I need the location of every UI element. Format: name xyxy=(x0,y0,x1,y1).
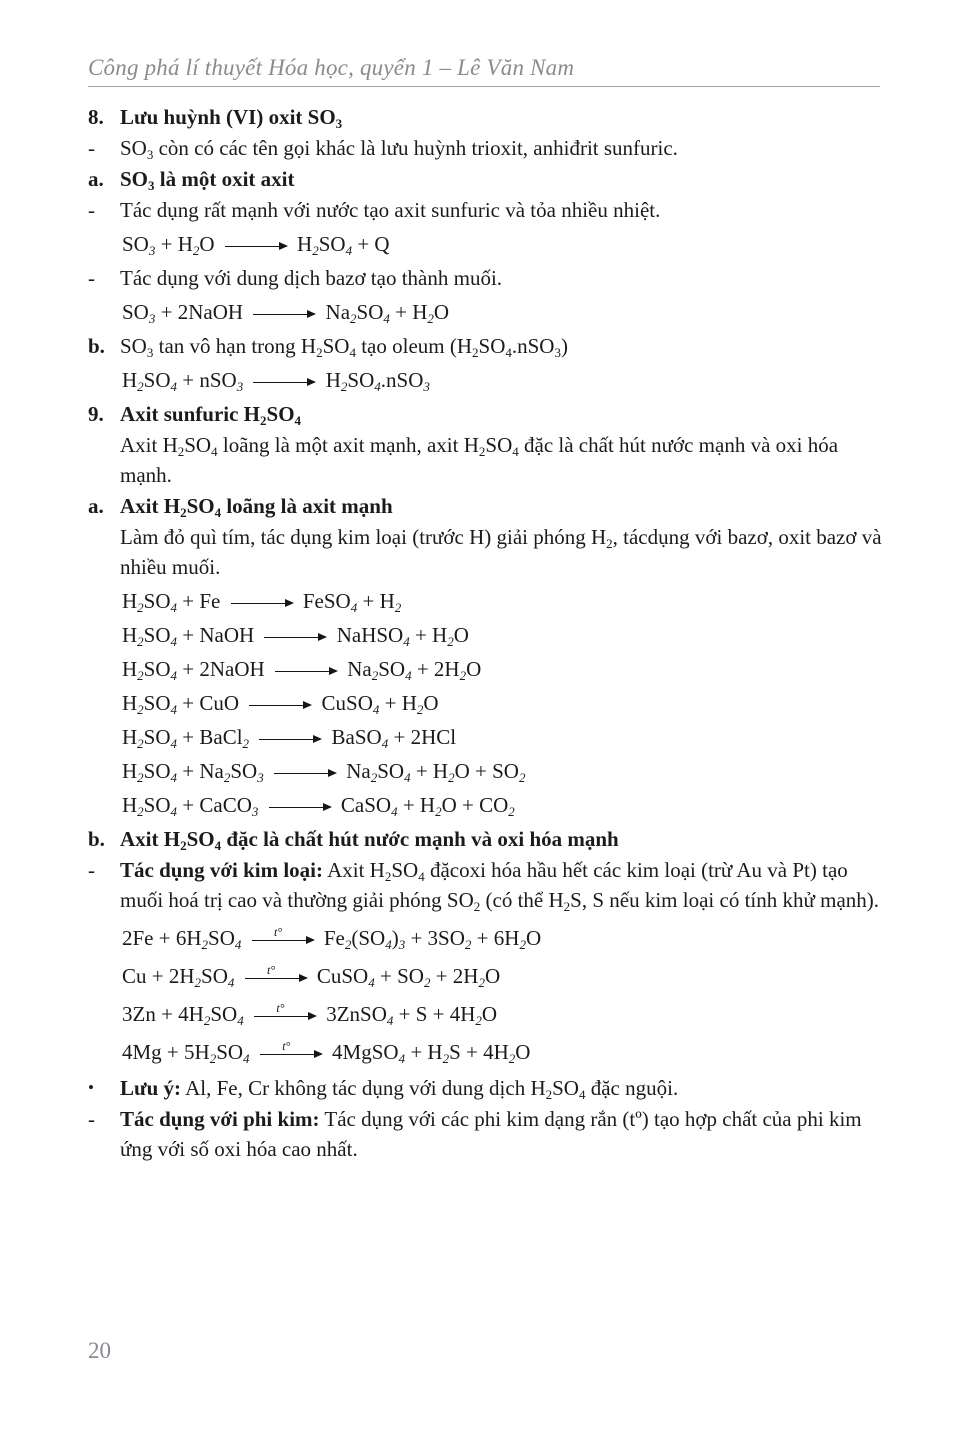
chem-equation xyxy=(88,921,888,953)
list-marker: b. xyxy=(88,827,105,851)
row-text: Tác dụng với dung dịch bazơ tạo thành muối. xyxy=(120,266,503,290)
row-text: Lưu huỳnh (VI) oxit $SO_3$ xyxy=(120,105,343,131)
section-heading xyxy=(88,399,888,429)
header-divider xyxy=(88,86,880,87)
reaction-arrow-icon xyxy=(224,236,288,254)
row-text: $H_2SO_4 + nSO_3$ $H_2SO_4.nSO_3$ xyxy=(122,368,430,394)
section-heading xyxy=(88,824,888,854)
reaction-arrow-icon xyxy=(274,661,338,679)
list-marker: - xyxy=(88,858,95,882)
row-text: Axit $H_2SO_4$ loãng là axit mạnh xyxy=(120,494,393,520)
paragraph xyxy=(88,430,888,490)
row-text: $H_2SO_4$ + CaCO$_3$ CaSO$_4$ + $H_2O + CO_2$ xyxy=(122,793,515,819)
bullet-item xyxy=(88,195,888,225)
row-text xyxy=(120,858,879,912)
list-marker: a. xyxy=(88,494,104,518)
page-content xyxy=(88,101,888,1165)
row-text xyxy=(120,1107,862,1161)
reaction-arrow-heated-icon xyxy=(251,925,315,948)
reaction-arrow-heated-icon xyxy=(253,1001,317,1024)
reaction-arrow-icon xyxy=(230,593,294,611)
chem-equation xyxy=(88,654,888,684)
section-heading xyxy=(88,491,888,521)
lead-label: Tác dụng với kim loại: xyxy=(120,858,323,882)
list-marker: b. xyxy=(88,334,105,358)
lead-label: Lưu ý: xyxy=(120,1076,182,1100)
reaction-arrow-icon xyxy=(273,763,337,781)
bullet-item xyxy=(88,1073,888,1103)
reaction-arrow-icon xyxy=(258,729,322,747)
chem-equation xyxy=(88,1035,888,1067)
chem-equation xyxy=(88,365,888,395)
arrow-condition-label: t° xyxy=(267,963,276,977)
row-text: $H_2SO_4 + Fe$ FeSO$_4$ + $H_2$ xyxy=(122,589,402,615)
chem-equation xyxy=(88,790,888,820)
list-marker: - xyxy=(88,266,95,290)
section-heading xyxy=(88,102,888,132)
reaction-arrow-icon xyxy=(252,304,316,322)
reaction-arrow-icon xyxy=(268,797,332,815)
row-text: Axit $H_2SO_4$ loãng là một axit mạnh, axit $H_2SO_4$ đặc là chất hút nước mạnh và oxi hóa mạnh. xyxy=(120,433,839,487)
chem-equation xyxy=(88,756,888,786)
row-text: $2Fe + 6H_2SO_4$ t° $Fe_2(SO_4)_3 + 3SO_2 + 6H_2O$ xyxy=(122,925,542,952)
row-text: Làm đỏ quì tím, tác dụng kim loại (trước H) giải phóng $H_2$, tácdụng với bazơ, oxit bazơ và nhiều muối. xyxy=(120,525,882,579)
row-text: Tác dụng rất mạnh với nước tạo axit sunfuric và tỏa nhiều nhiệt. xyxy=(120,198,661,222)
list-marker: - xyxy=(88,198,95,222)
list-marker: 8. xyxy=(88,105,104,129)
row-text: $H_2SO_4$ + BaCl$_2$ BaSO$_4$ + 2HCl xyxy=(122,725,457,751)
bullet-item xyxy=(88,1104,888,1164)
row-text: $SO_3$ + 2NaOH $Na_2SO_4 + H_2O$ xyxy=(122,300,450,326)
lead-label: Tác dụng với phi kim: xyxy=(120,1107,320,1131)
row-text: $Cu + 2H_2SO_4$ t° CuSO$_4$ + $SO_2 + 2H_2O$ xyxy=(122,963,501,990)
reaction-arrow-icon xyxy=(263,627,327,645)
bullet-item xyxy=(88,855,888,915)
page-footer xyxy=(88,1338,111,1364)
reaction-arrow-icon xyxy=(252,372,316,390)
row-text: Axit $H_2SO_4$ đặc là chất hút nước mạnh và oxi hóa mạnh xyxy=(120,827,619,853)
arrow-condition-label: t° xyxy=(276,1001,285,1015)
chem-equation xyxy=(88,722,888,752)
row-text: $4Mg + 5H_2SO_4$ t° 4MgSO$_4$ + $H_2S + 4H_2O$ xyxy=(122,1039,531,1066)
row-text: $3Zn + 4H_2SO_4$ t° 3ZnSO$_4$ + $S + 4H_2O$ xyxy=(122,1001,498,1028)
list-marker: a. xyxy=(88,167,104,191)
arrow-condition-label: t° xyxy=(282,1039,291,1053)
page-header xyxy=(88,54,880,87)
chem-equation xyxy=(88,620,888,650)
row-text: $SO_3$ là một oxit axit xyxy=(120,167,295,193)
row-text: $SO_3 + H_2O$ $H_2SO_4 + Q$ xyxy=(122,232,390,258)
list-marker: - xyxy=(88,1107,95,1131)
row-text: $H_2SO_4 + Na_2SO_3$ $Na_2SO_4 + H_2O + SO_2$ xyxy=(122,759,526,785)
reaction-arrow-heated-icon xyxy=(259,1039,323,1062)
section-heading xyxy=(88,164,888,194)
lead-rest: Axit $H_2SO_4$ đặcoxi hóa hầu hết các kim loại (trừ Au và Pt) tạo muối hoá trị cao và thường giải phóng $SO_2$ (có thể $H_2S$, S nếu kim loại có tính khử mạnh). xyxy=(120,858,880,914)
list-marker: 9. xyxy=(88,402,104,426)
row-text: $H_2SO_4$ + NaOH NaHSO$_4$ + $H_2O$ xyxy=(122,623,469,649)
section-heading xyxy=(88,331,888,361)
chem-equation xyxy=(88,229,888,259)
row-text: $SO_3$ tan vô hạn trong $H_2SO_4$ tạo oleum $(H_2SO_4.nSO_3)$ xyxy=(120,334,568,360)
chem-equation xyxy=(88,297,888,327)
list-marker: • xyxy=(88,1078,94,1097)
bullet-item xyxy=(88,133,888,163)
list-marker: - xyxy=(88,136,95,160)
arrow-condition-label: t° xyxy=(274,925,283,939)
bullet-item xyxy=(88,263,888,293)
reaction-arrow-heated-icon xyxy=(244,963,308,986)
paragraph xyxy=(88,522,888,582)
book-title: Công phá lí thuyết Hóa học, quyển 1 – Lê Văn Nam xyxy=(88,55,575,80)
row-text: $H_2SO_4$ + CuO CuSO$_4$ + $H_2O$ xyxy=(122,691,439,717)
reaction-arrow-icon xyxy=(248,695,312,713)
lead-rest: Al, Fe, Cr không tác dụng với dung dịch $H_2SO_4$ đặc nguội. xyxy=(181,1076,679,1102)
row-text: $H_2SO_4$ + 2NaOH $Na_2SO_4 + 2H_2O$ xyxy=(122,657,482,683)
chem-equation xyxy=(88,997,888,1029)
row-text: $SO_3$ còn có các tên gọi khác là lưu huỳnh trioxit, anhiđrit sunfuric. xyxy=(120,136,678,162)
lead-rest: Tác dụng với các phi kim dạng rắn (tº) tạo hợp chất của phi kim ứng với số oxi hóa cao nhất. xyxy=(120,1107,862,1161)
row-text: Axit sunfuric $H_2SO_4$ xyxy=(120,402,302,428)
row-text xyxy=(120,1076,678,1100)
chem-equation xyxy=(88,586,888,616)
page-number: 20 xyxy=(88,1338,111,1363)
chem-equation xyxy=(88,688,888,718)
chem-equation xyxy=(88,959,888,991)
